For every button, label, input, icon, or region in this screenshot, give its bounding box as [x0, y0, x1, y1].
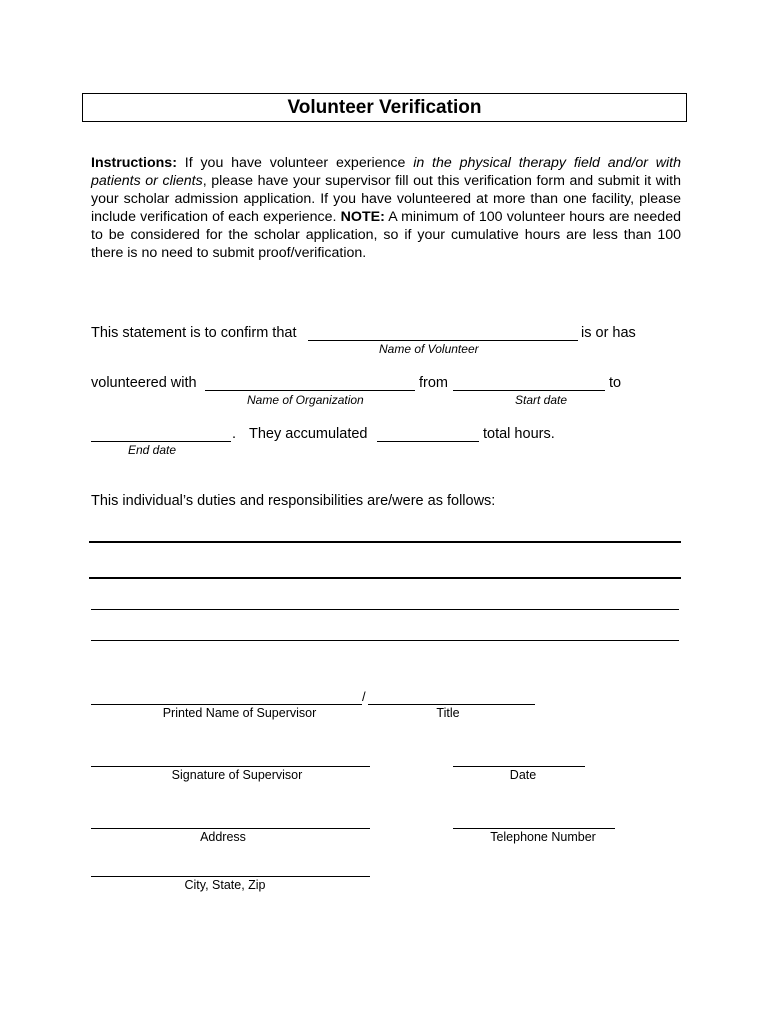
- statement-line1-suffix: is or has: [581, 325, 636, 341]
- address-label: Address: [200, 830, 246, 844]
- signature-label: Signature of Supervisor: [171, 768, 303, 782]
- statement-line1-prefix: This statement is to confirm that: [91, 325, 297, 341]
- supervisor-title-field[interactable]: [368, 704, 535, 705]
- note-label: NOTE:: [340, 209, 385, 225]
- address-field[interactable]: [91, 828, 370, 829]
- instructions-text-3: A minimum of 100 volunteer hours are needed to be considered for the scholar application, so if your cumulative hours are less than 100 there is no need to submit proof/verification.: [91, 209, 681, 261]
- duties-label: This individual’s duties and responsibilities are/were as follows:: [91, 493, 496, 509]
- instructions-text-1: If you have volunteer experience: [176, 155, 414, 171]
- form-title: Volunteer Verification: [82, 93, 687, 122]
- instructions-label: Instructions:: [91, 155, 177, 171]
- instructions-paragraph: [91, 154, 681, 262]
- date-label: Date: [509, 768, 537, 782]
- statement-line3-accumulated: They accumulated: [249, 426, 368, 442]
- total-hours-field[interactable]: [377, 441, 479, 442]
- duties-line-3[interactable]: [91, 609, 679, 610]
- duties-line-2[interactable]: [89, 577, 681, 579]
- start-date-caption: Start date: [515, 393, 568, 407]
- statement-line3-suffix: total hours.: [483, 426, 555, 442]
- printed-name-label: Printed Name of Supervisor: [162, 706, 317, 720]
- organization-name-field[interactable]: [205, 390, 415, 391]
- statement-line2-from: from: [419, 375, 448, 391]
- duties-line-1[interactable]: [89, 541, 681, 543]
- start-date-field[interactable]: [453, 390, 605, 391]
- supervisor-signature-field[interactable]: [91, 766, 370, 767]
- end-date-caption: End date: [128, 443, 177, 457]
- volunteer-name-caption: Name of Volunteer: [379, 342, 479, 356]
- city-state-zip-field[interactable]: [91, 876, 370, 877]
- telephone-label: Telephone Number: [490, 830, 596, 844]
- statement-line2-prefix: volunteered with: [91, 375, 197, 391]
- volunteer-name-field[interactable]: [308, 340, 578, 341]
- instructions-italic-text: in the physical therapy field and/or with patients or clients: [91, 155, 681, 189]
- title-label: Title: [436, 706, 460, 720]
- name-title-slash: /: [362, 689, 366, 704]
- duties-line-4[interactable]: [91, 640, 679, 641]
- city-state-zip-label: City, State, Zip: [184, 878, 266, 892]
- statement-line2-to: to: [609, 375, 622, 391]
- instructions-text-2: , please have your supervisor fill out this verification form and submit it with your scholar admission application. If you have volunteered at more than one facility, please include verification of each experience.: [91, 173, 681, 225]
- supervisor-printed-name-field[interactable]: [91, 704, 362, 705]
- end-date-field[interactable]: [91, 441, 231, 442]
- telephone-field[interactable]: [453, 828, 615, 829]
- date-field[interactable]: [453, 766, 585, 767]
- statement-line3-period: .: [232, 426, 237, 442]
- organization-caption: Name of Organization: [247, 393, 364, 407]
